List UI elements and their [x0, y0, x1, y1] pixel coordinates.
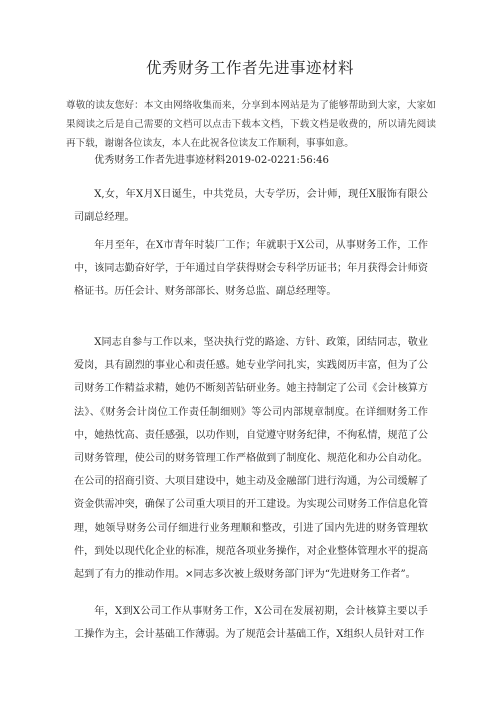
paragraph-text: 年，X到X公司工作从事财务工作，X公司在发展初期，会计核算主要以手工操作为主，会计基础工作薄弱。为了规范会计基础工作，X组织人员针对工作 [74, 606, 428, 641]
document-title: 优秀财务工作者先进事迹材料 [145, 59, 354, 77]
body-paragraph-1 [74, 183, 428, 229]
body-paragraph-3 [74, 331, 428, 586]
paragraph-text: X同志自参与工作以来，坚决执行党的路途、方针、政策，团结同志，敬业爱岗，具有剧烈的事业心和责任感。她专业学问扎实，实践阅历丰富，但为了公司财务工作精益求精，她仍不断刻苦钻研业务。她主持制定了公司《会计核算方法》、《财务会计岗位工作责任制细则》等公司内部规章制度。在详细财务工作中，她热忱高、责任感强，以功作则，自觉遵守财务纪律，不徇私情，规范了公司财务管理，使公司的财务管理工作严格做到了制度化、规范化和办公自动化。在公司的招商引资、大项目建设中，她主动及金融部门进行沟通，为公司缓解了资金供需冲突，确保了公司重大项目的开工建设。为实现公司财务工作信息化管理，她领导财务公司仔细进行业务理顺和整改，引进了国内先进的财务管理软件，到处以现代化企业的标准，规范各项业务操作，对企业整体管理水平的提高起到了有力的推动作用。×同志多次被上级财务部门评为“先进财务工作者”。 [74, 337, 428, 581]
body-paragraph-4 [74, 600, 428, 646]
paragraph-text: X,女，年X月X日诞生，中共党员，大专学历，会计师，现任X服饰有限公司副总经理。 [74, 189, 428, 224]
body-paragraph-2 [74, 234, 428, 304]
paragraph-text: 年月至年，在X市青年时装厂工作；年就职于X公司，从事财务工作，工作中，该同志勤奋好学，于年通过自学获得财会专科学历证书；年月获得会计师资格证书。历任会计、财务部部长、财务总监、副总经理等。 [74, 240, 428, 298]
subtitle-text: 优秀财务工作者先进事迹材料2019-02-0221:56:46 [94, 155, 329, 166]
document-subtitle [74, 149, 428, 172]
reader-notice: 尊敬的读友您好：本文由网络收集而来，分享到本网站是为了能够帮助到大家，大家如果阅读之后是自己需要的文档可以点击下载本文档，下载文档是收费的，所以请先阅读再下载，谢谢各位读友，本人在此祝各位读友工作顺利，事事如意。 [66, 100, 436, 149]
